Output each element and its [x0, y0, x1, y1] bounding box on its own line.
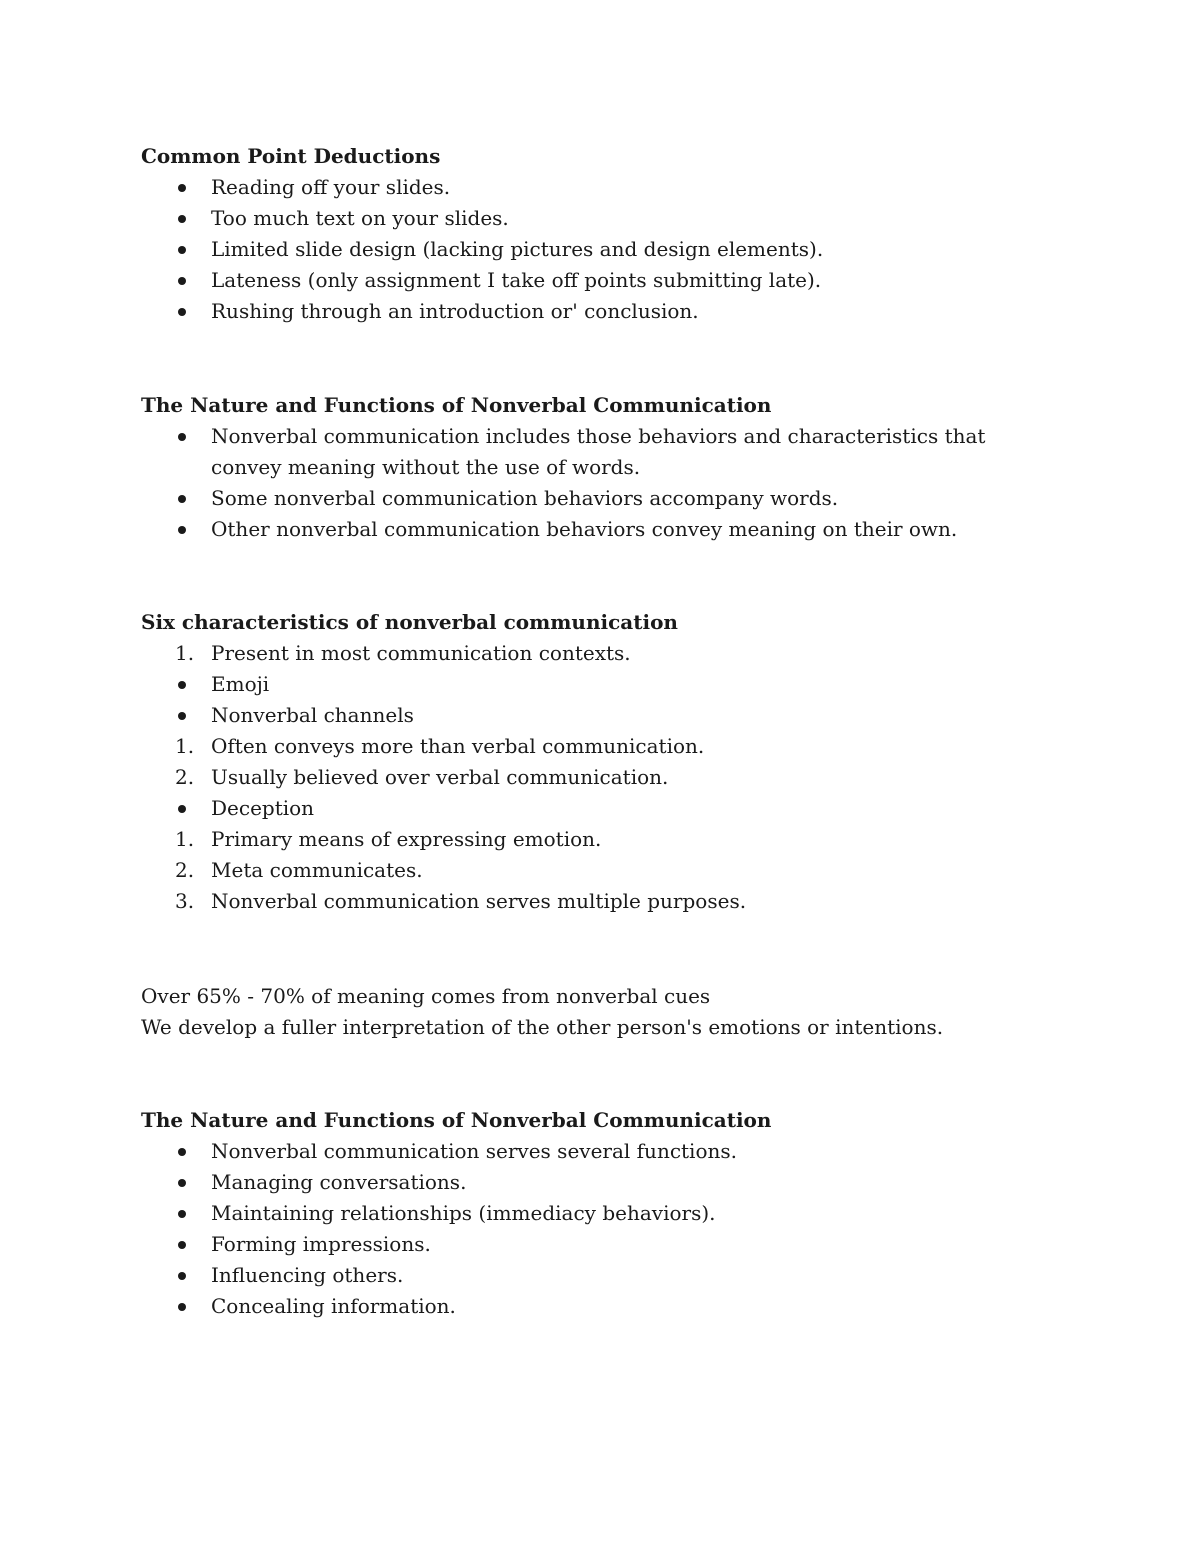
section-heading: The Nature and Functions of Nonverbal Communication	[141, 393, 772, 417]
bullet-list	[141, 421, 1041, 545]
list-item-text: Nonverbal communication serves multiple purposes.	[211, 889, 747, 913]
list-item	[141, 234, 1041, 265]
list-item-text: Nonverbal communication serves several functions.	[211, 1139, 737, 1163]
list-item	[141, 793, 1041, 824]
list-item	[141, 421, 1041, 483]
list-item-text: Influencing others.	[211, 1263, 404, 1287]
list-item	[141, 669, 1041, 700]
list-item: 2. Meta communicates.	[175, 858, 423, 882]
list-item: 1. Often conveys more than verbal communication.	[175, 734, 705, 758]
list-item	[141, 700, 1041, 731]
list-item-text: Often conveys more than verbal communication.	[211, 734, 705, 758]
list-item	[141, 172, 1041, 203]
list-item	[141, 1229, 1041, 1260]
list-item-text: Limited slide design (lacking pictures and design elements).	[211, 237, 824, 261]
bullet-list	[141, 172, 1041, 327]
list-item	[141, 1167, 1041, 1198]
list-item-text: Lateness (only assignment I take off points submitting late).	[211, 268, 822, 292]
section-heading: The Nature and Functions of Nonverbal Communication	[141, 1108, 772, 1132]
list-item	[141, 514, 1041, 545]
list-item-text: Usually believed over verbal communication.	[211, 765, 669, 789]
list-item-text: Forming impressions.	[211, 1232, 431, 1256]
list-item-text: Present in most communication contexts.	[211, 641, 631, 665]
list-item	[141, 1260, 1041, 1291]
section-heading: Six characteristics of nonverbal communication	[141, 610, 678, 634]
mixed-list	[141, 638, 1041, 917]
list-item-text: Deception	[211, 796, 315, 820]
section-six-characteristics	[141, 607, 1041, 917]
list-item	[141, 296, 1041, 327]
bullet-list	[141, 1136, 1041, 1322]
list-item	[141, 265, 1041, 296]
list-item-text: Too much text on your slides.	[211, 206, 509, 230]
list-item	[141, 203, 1041, 234]
list-item	[141, 483, 1041, 514]
section-common-point-deductions	[141, 141, 1041, 327]
list-item-text: Other nonverbal communication behaviors convey meaning on their own.	[211, 517, 958, 541]
list-item-text: Nonverbal communication includes those behaviors and characteristics that convey meaning without the use of words.	[211, 424, 986, 479]
list-item	[141, 1136, 1041, 1167]
list-item: 3. Nonverbal communication serves multiple purposes.	[175, 889, 747, 913]
section-nature-functions-1	[141, 390, 1041, 545]
list-item-text: Maintaining relationships (immediacy behaviors).	[211, 1201, 716, 1225]
list-item-text: Primary means of expressing emotion.	[211, 827, 602, 851]
list-item: 1. Primary means of expressing emotion.	[175, 827, 602, 851]
list-item-text: Some nonverbal communication behaviors accompany words.	[211, 486, 839, 510]
list-item-text: Meta communicates.	[211, 858, 423, 882]
list-item: 2. Usually believed over verbal communication.	[175, 765, 669, 789]
list-item-text: Reading off your slides.	[211, 175, 451, 199]
paragraph: Over 65% - 70% of meaning comes from nonverbal cues	[141, 984, 711, 1008]
paragraph: We develop a fuller interpretation of the other person's emotions or intentions.	[141, 1015, 944, 1039]
list-item	[141, 1291, 1041, 1322]
section-meaning-paragraphs	[141, 981, 1041, 1043]
list-item	[141, 1198, 1041, 1229]
section-nature-functions-2	[141, 1105, 1041, 1322]
list-item-text: Managing conversations.	[211, 1170, 467, 1194]
list-item: 1. Present in most communication contexts.	[175, 641, 631, 665]
list-item-text: Emoji	[211, 672, 270, 696]
list-item-text: Nonverbal channels	[211, 703, 414, 727]
section-heading: Common Point Deductions	[141, 144, 441, 168]
list-item-text: Concealing information.	[211, 1294, 456, 1318]
list-item-text: Rushing through an introduction or' conclusion.	[211, 299, 699, 323]
